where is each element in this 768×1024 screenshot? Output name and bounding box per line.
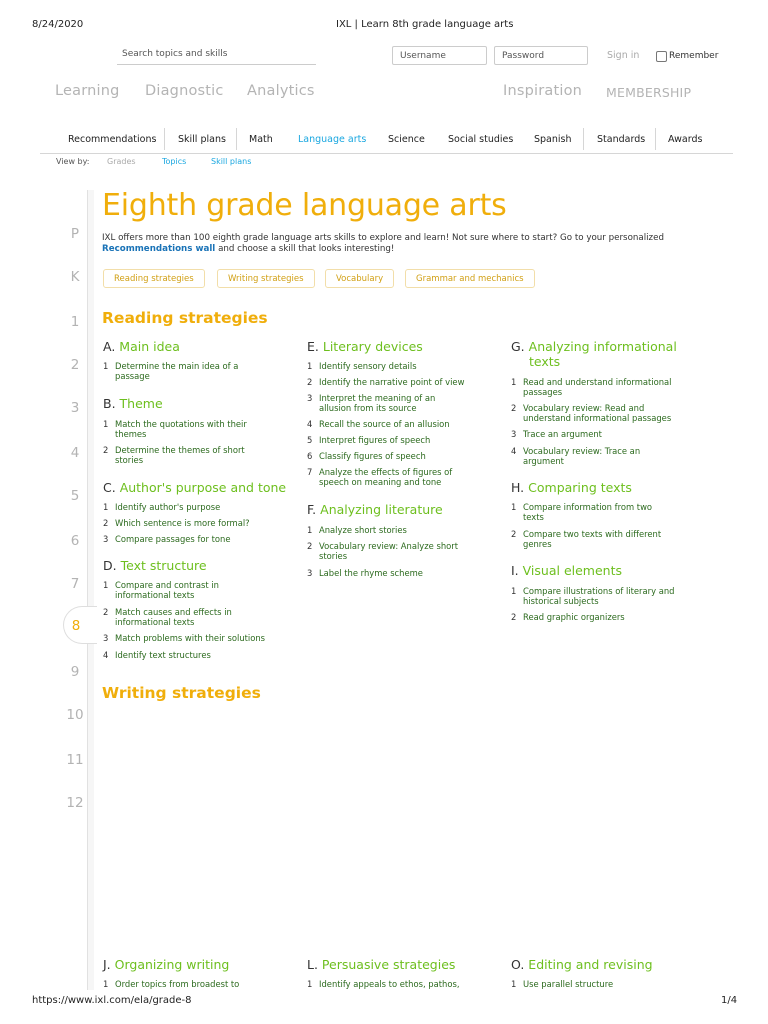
skill-number: 1 [511,586,517,596]
skill-number: 1 [511,979,517,989]
skill-label: Compare and contrast in informational texts [115,580,219,600]
viewby-label: View by: [56,157,90,166]
skill-number: 2 [511,403,517,413]
grade-rail [87,190,94,990]
skill-number: 1 [103,979,109,989]
skill-number: 1 [307,979,313,989]
grade-4[interactable]: 4 [70,445,80,461]
remember-checkbox[interactable] [656,51,667,62]
skill-item[interactable] [103,419,268,439]
category-name: Author's purpose and tone [119,480,287,495]
remember-label: Remember [669,51,719,61]
viewby-topics[interactable]: Topics [162,157,187,166]
subnav-recommendations[interactable]: Recommendations [68,134,157,145]
grade-5[interactable]: 5 [70,488,80,504]
skill-label: Classify figures of speech [319,451,426,461]
skill-label: Compare information from two texts [523,502,653,522]
skill-item[interactable] [103,650,288,660]
category-letter: I. [511,563,519,578]
grade-10[interactable]: 10 [66,707,84,723]
skill-label: Identify text structures [115,650,211,660]
skill-label: Identify author's purpose [115,502,221,512]
nav-diagnostic[interactable]: Diagnostic [145,83,224,99]
skill-label: Trace an argument [523,429,602,439]
skill-item[interactable] [511,529,681,549]
category-name: Analyzing literature [320,502,443,517]
skill-label: Which sentence is more formal? [115,518,250,528]
category-name: Persuasive strategies [321,957,456,972]
intro-text-1: IXL offers more than 100 eighth grade language arts skills to explore and learn! Not sure where to start? Go to your personalized [102,233,664,243]
skill-number: 2 [307,377,313,387]
sign-in-button[interactable]: Sign in [607,50,640,61]
skill-item[interactable] [103,361,268,381]
password-field[interactable]: Password [494,46,588,65]
category-letter: E. [307,339,319,354]
category-letter: B. [103,396,116,411]
category-visual-elements[interactable] [511,563,622,578]
skill-label: Label the rhyme scheme [319,568,423,578]
skill-label: Interpret the meaning of an allusion from its source [319,393,436,413]
category-name: Analyzing informational [528,339,677,354]
skill-item[interactable] [307,525,487,535]
skill-label: Identify sensory details [319,361,417,371]
print-title: IXL | Learn 8th grade language arts [336,19,514,30]
subnav-skill-plans[interactable]: Skill plans [178,134,226,145]
skill-number: 2 [307,541,313,551]
category-letter: L. [307,957,318,972]
skill-label: Determine the main idea of a passage [115,361,239,381]
grade-3[interactable]: 3 [70,400,80,416]
skill-label: Identify the narrative point of view [319,377,465,387]
skill-number: 4 [511,446,517,456]
subnav-awards[interactable]: Awards [668,134,703,145]
category-letter: D. [103,558,117,573]
section-reading-strategies: Reading strategies [102,309,268,327]
skill-number: 3 [511,429,517,439]
category-name: Main idea [119,339,180,354]
category-name: Theme [119,396,163,411]
skill-number: 4 [307,419,313,429]
skill-item[interactable] [307,541,472,561]
chip-vocabulary[interactable]: Vocabulary [325,269,394,288]
skill-item[interactable] [511,586,676,606]
skill-item[interactable] [307,377,487,387]
skill-item[interactable] [511,612,691,622]
chip-reading-strategies[interactable]: Reading strategies [103,269,205,288]
category-name: Editing and revising [528,957,653,972]
skill-item[interactable] [103,534,283,544]
skill-number: 1 [103,419,109,429]
skill-item[interactable] [307,979,497,989]
nav-inspiration[interactable]: Inspiration [503,83,583,99]
category-comparing-texts[interactable] [511,480,632,495]
grade-7[interactable]: 7 [70,576,80,592]
chip-writing-strategies[interactable]: Writing strategies [217,269,315,288]
skill-number: 1 [103,361,109,371]
skill-item[interactable] [511,979,701,989]
skill-label: Match problems with their solutions [115,633,266,643]
skill-item[interactable] [103,979,293,989]
category-letter: A. [103,339,116,354]
skill-number: 5 [307,435,313,445]
category-organizing-writing[interactable] [103,957,229,972]
category-main-idea[interactable] [103,339,180,354]
subnav-science[interactable]: Science [388,134,425,145]
subnav-divider [40,153,733,154]
skill-label: Match causes and effects in informational texts [115,607,232,627]
grade-1[interactable]: 1 [70,314,80,330]
skill-label: Match the quotations with their themes [115,419,247,439]
skill-item[interactable] [103,502,283,512]
skill-label: Recall the source of an allusion [319,419,450,429]
skill-number: 1 [307,361,313,371]
skill-number: 3 [307,393,313,403]
skill-label: Identify appeals to ethos, pathos, [319,979,460,989]
grade-9[interactable]: 9 [70,664,80,680]
skill-item[interactable] [307,393,457,413]
subnav-language-arts[interactable]: Language arts [298,134,367,145]
username-field[interactable]: Username [392,46,487,65]
skill-label: Vocabulary review: Read and understand informational passages [523,403,672,423]
category-name-line-2: texts [529,354,561,369]
skill-item[interactable] [103,607,258,627]
skill-number: 6 [307,451,313,461]
recommendations-wall-link[interactable]: Recommendations wall [102,244,216,254]
skill-item[interactable] [103,633,288,643]
skill-number: 3 [103,534,109,544]
skill-item[interactable] [307,361,487,371]
skill-label: Compare illustrations of literary and historical subjects [523,586,675,606]
search-input[interactable]: Search topics and skills [117,46,316,65]
category-literary-devices[interactable] [307,339,423,354]
skill-number: 2 [103,445,109,455]
category-editing-revising[interactable] [511,957,653,972]
nav-membership[interactable]: MEMBERSHIP [606,85,692,100]
category-name: Literary devices [322,339,423,354]
skill-number: 7 [307,467,313,477]
category-theme[interactable] [103,396,163,411]
page-title: Eighth grade language arts [102,188,507,223]
skill-label: Interpret figures of speech [319,435,431,445]
skill-label: Analyze the effects of figures of speech on meaning and tone [319,467,453,487]
subnav-math[interactable]: Math [249,134,273,145]
skill-item[interactable] [511,429,686,439]
category-letter: G. [511,339,525,354]
category-name: Organizing writing [114,957,230,972]
skill-item[interactable] [307,435,487,445]
grade-11[interactable]: 11 [66,752,84,768]
skill-number: 2 [103,518,109,528]
intro-text [102,233,702,255]
grade-k[interactable]: K [70,269,80,285]
skill-item[interactable] [307,419,487,429]
skill-item[interactable] [103,580,258,600]
viewby-skill-plans[interactable]: Skill plans [211,157,252,166]
category-name: Visual elements [522,563,623,578]
category-letter: H. [511,480,525,495]
skill-label: Read and understand informational passages [523,377,672,397]
skill-item[interactable] [511,446,661,466]
skill-number: 3 [103,633,109,643]
skill-number: 1 [511,377,517,387]
nav-analytics[interactable]: Analytics [247,83,315,99]
category-text-structure[interactable] [103,558,207,573]
skill-item[interactable] [511,502,671,522]
print-page-number: 1/4 [721,995,738,1006]
skill-label: Use parallel structure [523,979,614,989]
grade-8[interactable]: 8 [71,618,81,634]
category-letter: J. [103,957,111,972]
skill-number: 1 [103,502,109,512]
skill-label: Vocabulary review: Analyze short stories [319,541,458,561]
subnav-standards[interactable]: Standards [597,134,646,145]
grade-12[interactable]: 12 [66,795,84,811]
print-url: https://www.ixl.com/ela/grade-8 [32,995,192,1006]
category-name: Text structure [120,558,207,573]
skill-label: Order topics from broadest to [115,979,240,989]
category-name: Comparing texts [528,480,632,495]
chip-grammar-mechanics[interactable]: Grammar and mechanics [405,269,535,288]
grade-p[interactable]: P [70,226,80,242]
skill-label: Compare two texts with different genres [523,529,662,549]
skill-number: 1 [307,525,313,535]
category-letter: C. [103,480,116,495]
skill-item[interactable] [511,377,686,397]
nav-learning[interactable]: Learning [55,83,120,99]
skill-item[interactable] [511,403,686,423]
skill-label: Analyze short stories [319,525,407,535]
subnav-social-studies[interactable]: Social studies [448,134,514,145]
skill-number: 2 [103,607,109,617]
skill-label: Read graphic organizers [523,612,625,622]
skill-item[interactable] [307,451,487,461]
skill-item[interactable] [103,518,283,528]
skill-label: Determine the themes of short stories [115,445,245,465]
category-letter: O. [511,957,525,972]
skill-item[interactable] [307,568,487,578]
category-authors-purpose[interactable] [103,480,286,495]
skill-item[interactable] [307,467,467,487]
skill-label: Vocabulary review: Trace an argument [523,446,641,466]
category-persuasive-strategies[interactable] [307,957,455,972]
category-analyzing-literature[interactable] [307,502,443,517]
grade-6[interactable]: 6 [70,533,80,549]
print-date: 8/24/2020 [32,19,84,30]
intro-text-2: and choose a skill that looks interesting! [218,244,395,254]
subnav-spanish[interactable]: Spanish [534,134,572,145]
category-analyzing-informational-texts[interactable] [511,339,677,369]
skill-number: 2 [511,529,517,539]
category-letter: F. [307,502,317,517]
skill-number: 1 [103,580,109,590]
skill-label: Compare passages for tone [115,534,231,544]
skill-item[interactable] [103,445,268,465]
section-writing-strategies: Writing strategies [102,684,261,702]
skill-number: 4 [103,650,109,660]
skill-number: 2 [511,612,517,622]
skill-number: 1 [511,502,517,512]
skill-number: 3 [307,568,313,578]
grade-2[interactable]: 2 [70,357,80,373]
viewby-grades[interactable]: Grades [107,157,136,166]
